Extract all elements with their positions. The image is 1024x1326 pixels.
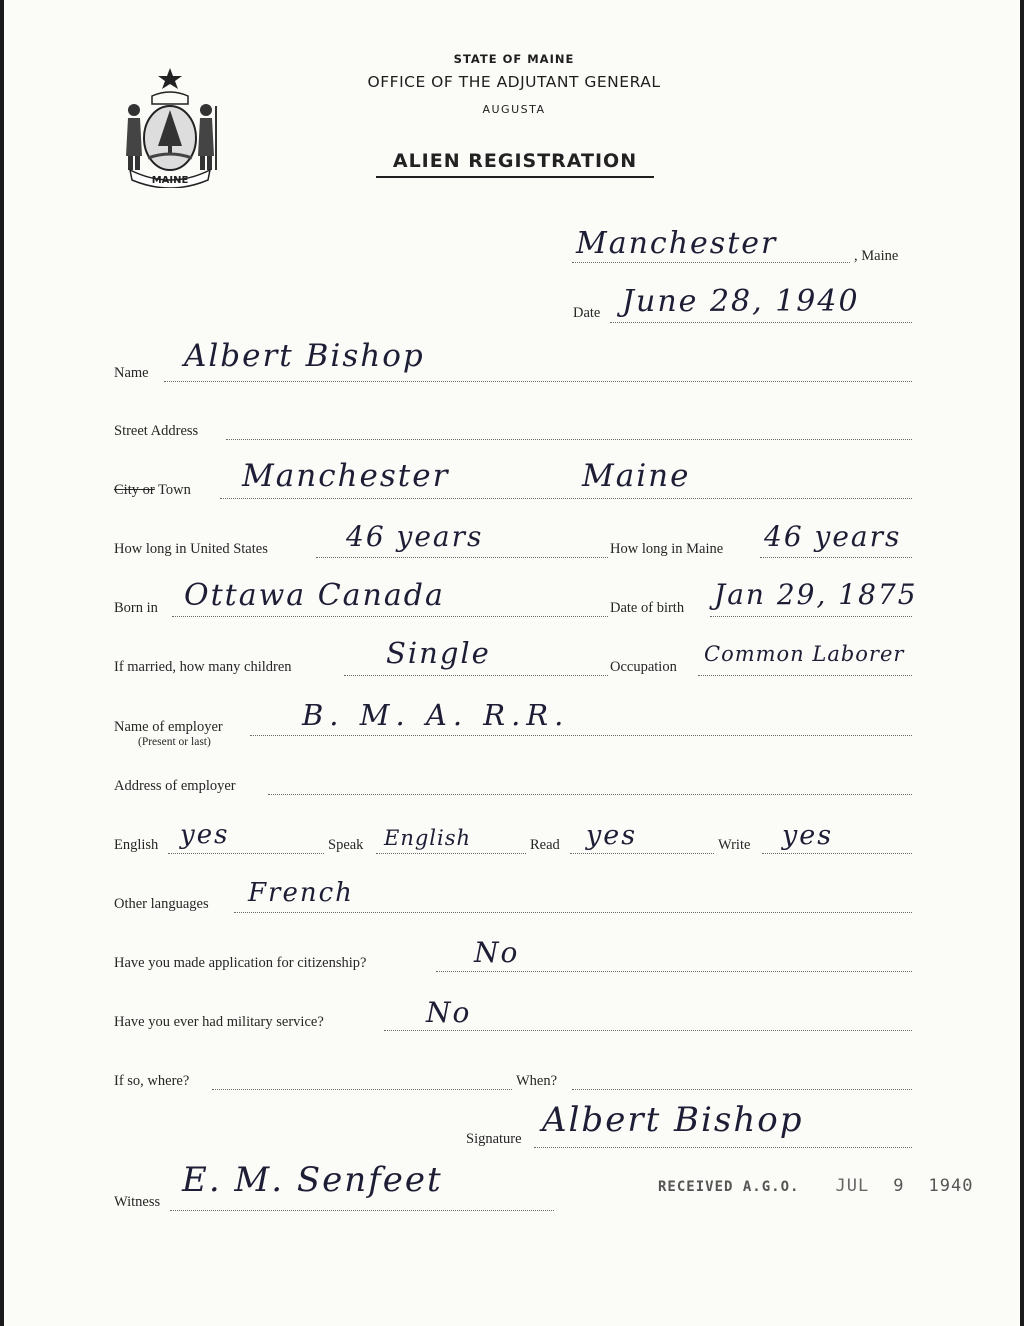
born-in-label: Born in [114, 600, 158, 616]
read-label: Read [530, 837, 560, 853]
write-value[interactable]: yes [782, 820, 834, 851]
children-label: If married, how many children [114, 659, 292, 675]
how-long-maine-label: How long in Maine [610, 541, 724, 557]
write-label: Write [718, 837, 751, 853]
state-header: STATE OF MAINE [453, 52, 575, 66]
town-label [114, 482, 191, 499]
english-label: English [114, 837, 159, 853]
occupation-value[interactable]: Common Laborer [704, 642, 905, 666]
other-languages-label: Other languages [114, 896, 209, 912]
svg-text:MAINE: MAINE [151, 175, 189, 186]
town-value[interactable]: Manchester [242, 458, 450, 494]
date-of-birth-label: Date of birth [610, 600, 685, 616]
children-value[interactable]: Single [386, 636, 491, 670]
town-label-text: Town [154, 482, 191, 498]
stamp-year: 1940 [928, 1176, 974, 1196]
military-label: Have you ever had military service? [114, 1014, 324, 1030]
employer-label: Name of employer [114, 719, 223, 735]
signature-value[interactable]: Albert Bishop [542, 1100, 804, 1140]
speak-label: Speak [328, 837, 364, 853]
citizenship-label: Have you made application for citizenship? [114, 955, 367, 971]
english-value[interactable]: yes [180, 820, 230, 850]
street-address-label: Street Address [114, 423, 199, 439]
where-label: If so, where? [114, 1073, 190, 1089]
when-label: When? [516, 1073, 558, 1089]
military-value[interactable]: No [426, 996, 472, 1029]
date-of-birth-value[interactable]: Jan 29, 1875 [714, 578, 918, 611]
read-value[interactable]: yes [586, 820, 638, 851]
born-in-value[interactable]: Ottawa Canada [184, 578, 445, 613]
stamp-day: 9 [893, 1176, 905, 1196]
signature-label: Signature [466, 1131, 522, 1147]
office-header: OFFICE OF THE ADJUTANT GENERAL [367, 73, 661, 91]
employer-value[interactable]: B. M. A. R.R. [302, 698, 570, 732]
date-value[interactable]: June 28, 1940 [622, 284, 860, 319]
witness-value[interactable]: E. M. Senfeet [182, 1160, 443, 1200]
form-title: ALIEN REGISTRATION [376, 150, 654, 178]
how-long-us-value[interactable]: 46 years [346, 520, 484, 553]
how-long-us-label: How long in United States [114, 541, 268, 557]
employer-sublabel: (Present or last) [138, 736, 211, 748]
maine-label: , Maine [854, 248, 899, 264]
other-languages-value[interactable]: French [248, 878, 354, 908]
maine-state-seal-icon [116, 66, 224, 188]
how-long-maine-value[interactable]: 46 years [764, 520, 902, 553]
witness-label: Witness [114, 1194, 161, 1210]
place-value[interactable]: Manchester [576, 226, 778, 261]
name-value[interactable]: Albert Bishop [184, 338, 425, 374]
employer-address-label: Address of employer [114, 778, 236, 794]
date-label: Date [573, 305, 601, 321]
stamp-received: RECEIVED A.G.O. [658, 1179, 800, 1195]
name-label: Name [114, 365, 149, 381]
city-struck-label: City or [114, 482, 155, 498]
citizenship-value[interactable]: No [474, 936, 520, 969]
received-stamp [658, 1176, 973, 1196]
speak-value[interactable]: English [384, 826, 472, 850]
stamp-month: JUL [835, 1176, 870, 1196]
city-header: AUGUSTA [482, 103, 546, 116]
town-state-value[interactable]: Maine [582, 458, 691, 494]
occupation-label: Occupation [610, 659, 677, 675]
